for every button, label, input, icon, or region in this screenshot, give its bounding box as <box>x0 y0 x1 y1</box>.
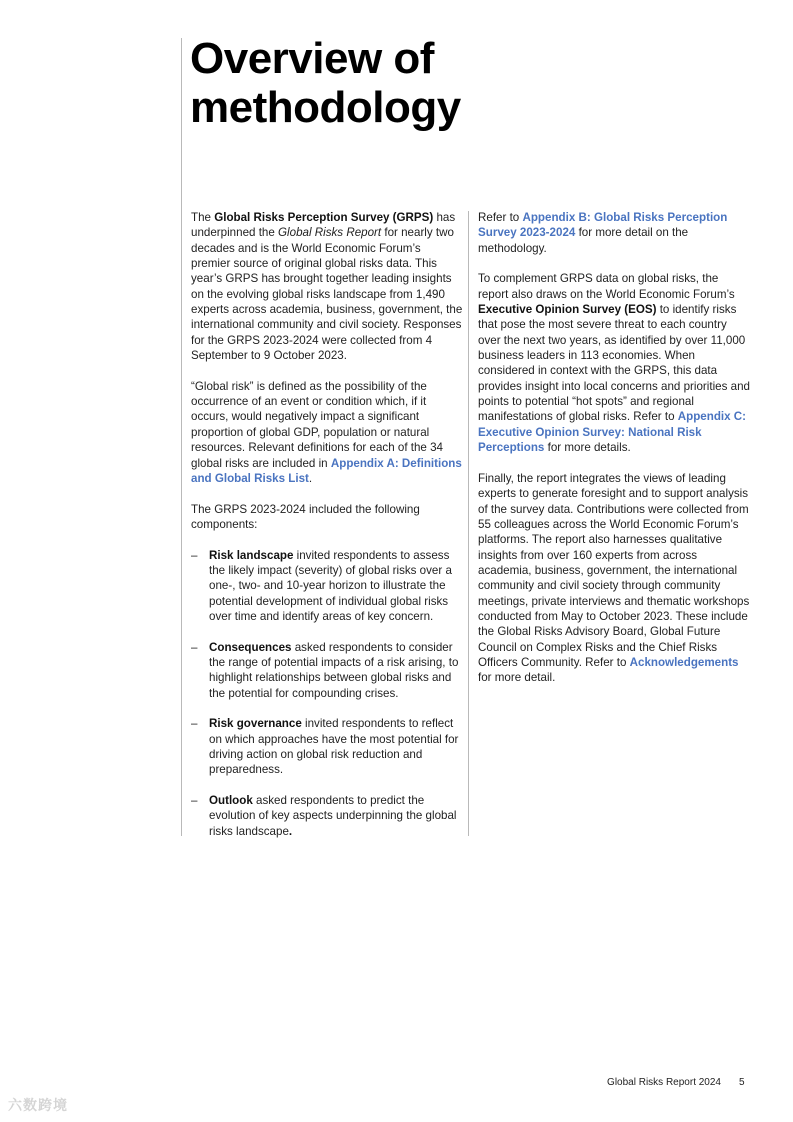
list-item: – Consequences asked respondents to consider the range of potential impacts of a risk arising, to highlight relationships between global risks and the potential for compounding crises. <box>191 640 459 700</box>
components-list <box>191 548 463 840</box>
eos-term: Executive Opinion Survey (EOS) <box>478 303 657 317</box>
column-divider <box>468 211 469 836</box>
component-name: Risk landscape <box>209 548 294 562</box>
component-name: Risk governance <box>209 717 302 731</box>
eos-paragraph: To complement GRPS data on global risks, the report also draws on the World Economic Forum’s Executive Opinion Survey (EOS) to identify risks that pose the most severe threat to each country over the next two years, as identified by over 11,000 business leaders in 113 economies. When considered in context with the GRPS, this data provides insight into local concerns and priorities and points to potential “hot spots” and regional manifestations of global risks. Refer to Appendix C: Executive Opinion Survey: National Risk Perceptions for more details. <box>478 272 750 455</box>
grps-intro-paragraph: The Global Risks Perception Survey (GRPS) has underpinned the Global Risks Report for nearly two decades and is the World Economic Forum’s premier source of original global risks data. This year’s GRPS has brought together leading insights on the evolving global risks landscape from 1,490 experts across academia, business, government, the international community and civil society. Responses for the GRPS 2023-2024 were collected from 4 September to 9 October 2023. <box>191 211 463 363</box>
left-column <box>191 210 463 854</box>
right-column <box>478 210 750 701</box>
watermark: 六数跨境 <box>8 1097 68 1113</box>
component-name: Outlook <box>209 794 253 808</box>
appendix-a-link[interactable]: Appendix A: Definitions and Global Risks List <box>191 456 462 485</box>
list-item: – Outlook asked respondents to predict the evolution of key aspects underpinning the global risks landscape. <box>191 794 457 838</box>
appendix-b-link[interactable]: Appendix B: Global Risks Perception Survey 2023-2024 <box>478 211 728 240</box>
component-name: Consequences <box>209 640 292 654</box>
experts-paragraph: Finally, the report integrates the views of leading experts to generate foresight and to support analysis of the survey data. Contributions were collected from 55 colleagues across the World Economic Forum’s platforms. The report also harnesses qualitative insights from over 160 experts from across academia, business, government, the international community and civil society through community meetings, private interviews and thematic workshops conducted from May to October 2023. These include the Global Risks Advisory Board, Global Future Council on Complex Risks and the Chief Risks Officers Community. Refer to Acknowledgements for more detail. <box>478 471 750 685</box>
report-title-italic: Global Risks Report <box>278 226 382 240</box>
footer-report-title: Global Risks Report 2024 <box>607 1077 721 1088</box>
list-item: – Risk landscape invited respondents to assess the likely impact (severity) of global risks over a one-, two- and 10-year horizon to illustrate the potential development of individual global risks over time and identify areas of key concern. <box>191 548 452 623</box>
appendix-b-paragraph: Refer to Appendix B: Global Risks Perception Survey 2023-2024 for more detail on the methodology. <box>478 211 728 255</box>
acknowledgements-link[interactable]: Acknowledgements <box>629 655 739 669</box>
grps-term: Global Risks Perception Survey (GRPS) <box>214 211 434 224</box>
page-number: 5 <box>739 1077 745 1088</box>
appendix-c-link[interactable]: Appendix C: Executive Opinion Survey: National Risk Perceptions <box>478 410 747 455</box>
global-risk-definition-paragraph: “Global risk” is defined as the possibility of the occurrence of an event or condition which, if it occurs, would negatively impact a significant proportion of global GDP, population or natural resources. Relevant definitions for each of the 34 global risks are included in Appendix A: Definitions and Global Risks List. <box>191 379 462 485</box>
page-title: Overview of methodology <box>190 34 461 132</box>
components-intro: The GRPS 2023-2024 included the following components: <box>191 502 420 531</box>
list-item: – Risk governance invited respondents to reflect on which approaches have the most potential for driving action on global risk reduction and preparedness. <box>191 717 459 777</box>
title-rule <box>181 38 182 836</box>
